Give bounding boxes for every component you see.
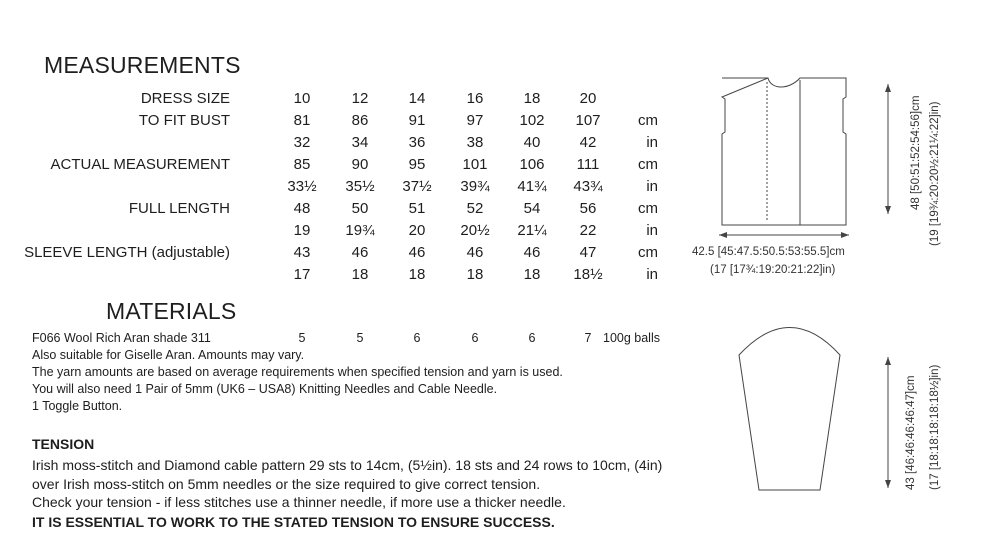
measurement-value: 95 <box>408 156 426 173</box>
measurement-value: 10 <box>293 90 311 107</box>
measurement-value: 47 <box>579 244 597 261</box>
measurement-unit: in <box>646 266 658 283</box>
sleeve-length-cm-label: 43 [46:46:46:46:47]cm <box>905 375 917 490</box>
body-diagram <box>719 78 888 235</box>
measurement-value: 20 <box>579 90 597 107</box>
measurement-value: 48 <box>293 200 311 217</box>
measurement-unit: cm <box>638 156 658 173</box>
measurement-value: 107 <box>575 112 601 129</box>
measurement-unit: in <box>646 134 658 151</box>
measurement-value: 81 <box>293 112 311 129</box>
arrow-head <box>885 84 891 92</box>
measurement-value: 33½ <box>287 178 317 195</box>
body-outline <box>722 78 846 225</box>
arrow-head <box>885 480 891 488</box>
body-length-in-label: (19 [19¾:20:20½:21¼:22]in) <box>929 101 941 246</box>
measurement-value: 34 <box>351 134 369 151</box>
measurement-value: 43¾ <box>573 178 603 195</box>
measurement-value: 56 <box>579 200 597 217</box>
measurement-value: 42 <box>579 134 597 151</box>
yarn-amount: 6 <box>528 331 536 345</box>
measurement-value: 39¾ <box>460 178 490 195</box>
materials-note: You will also need 1 Pair of 5mm (UK6 – USA8) Knitting Needles and Cable Needle. <box>32 382 498 396</box>
materials-note: 1 Toggle Button. <box>32 399 123 413</box>
measurement-value: 14 <box>408 90 426 107</box>
measurement-value: 18 <box>523 266 541 283</box>
tension-line: over Irish moss-stitch on 5mm needles or the size required to give correct tension. <box>32 475 541 492</box>
measurement-label: FULL LENGTH <box>128 200 230 217</box>
measurement-value: 50 <box>351 200 369 217</box>
measurement-value: 86 <box>351 112 369 129</box>
measurement-value: 37½ <box>402 178 432 195</box>
body-width-in-label: (17 [17¾:19:20:21:22]in) <box>710 264 836 276</box>
measurement-value: 46 <box>466 244 484 261</box>
measurement-value: 32 <box>293 134 311 151</box>
measurement-value: 102 <box>519 112 545 129</box>
measurement-value: 21¼ <box>517 222 547 239</box>
measurement-value: 35½ <box>345 178 375 195</box>
yarn-unit: 100g balls <box>603 331 660 345</box>
measurement-value: 22 <box>579 222 597 239</box>
measurement-value: 85 <box>293 156 311 173</box>
materials-note: The yarn amounts are based on average requirements when specified tension and yarn is used. <box>32 365 563 379</box>
measurement-unit: cm <box>638 112 658 129</box>
yarn-amount: 6 <box>471 331 479 345</box>
sleeve-outline <box>739 328 840 491</box>
measurement-value: 101 <box>462 156 488 173</box>
measurement-value: 19 <box>293 222 311 239</box>
measurement-value: 18 <box>466 266 484 283</box>
measurements-heading: MEASUREMENTS <box>44 52 241 78</box>
arrow-head <box>841 232 849 238</box>
sleeve-diagram <box>739 328 888 491</box>
yarn-amount: 6 <box>413 331 421 345</box>
measurement-value: 38 <box>466 134 484 151</box>
measurement-unit: cm <box>638 244 658 261</box>
measurement-value: 46 <box>351 244 369 261</box>
measurement-value: 36 <box>408 134 426 151</box>
measurement-label: TO FIT BUST <box>138 112 230 129</box>
measurement-unit: in <box>646 178 658 195</box>
yarn-label: F066 Wool Rich Aran shade 311 <box>32 331 211 345</box>
measurement-value: 12 <box>351 90 369 107</box>
measurement-label: SLEEVE LENGTH (adjustable) <box>24 244 230 261</box>
measurement-value: 111 <box>576 156 600 173</box>
measurement-value: 41¾ <box>517 178 547 195</box>
arrow-head <box>719 232 727 238</box>
measurement-value: 18½ <box>573 266 603 283</box>
tension-heading: TENSION <box>32 436 95 452</box>
tension-emphasis: IT IS ESSENTIAL TO WORK TO THE STATED TENSION TO ENSURE SUCCESS. <box>32 514 555 530</box>
measurement-value: 91 <box>408 112 426 129</box>
tension-line: Irish moss-stitch and Diamond cable pattern 29 sts to 14cm, (5½in). 18 sts and 24 rows to 10cm, (4in) <box>32 457 663 473</box>
measurement-unit: in <box>646 222 658 239</box>
measurement-value: 19¾ <box>345 222 375 239</box>
yarn-amount: 7 <box>584 331 592 345</box>
measurement-label: DRESS SIZE <box>140 90 230 107</box>
measurement-value: 51 <box>408 200 426 217</box>
arrow-head <box>885 206 891 214</box>
measurement-value: 52 <box>466 200 484 217</box>
measurement-value: 16 <box>466 90 484 107</box>
measurement-value: 90 <box>351 156 369 173</box>
measurement-value: 43 <box>293 244 311 261</box>
sleeve-length-in-label: (17 [18:18:18:18:18½]in) <box>929 364 941 490</box>
measurement-value: 54 <box>523 200 541 217</box>
measurement-value: 46 <box>408 244 426 261</box>
measurement-value: 18 <box>523 90 541 107</box>
materials-note: Also suitable for Giselle Aran. Amounts may vary. <box>32 348 305 362</box>
measurement-value: 18 <box>408 266 426 283</box>
arrow-head <box>885 357 891 365</box>
measurement-value: 97 <box>466 112 484 129</box>
measurement-value: 20 <box>408 222 426 239</box>
measurement-value: 40 <box>523 134 541 151</box>
tension-line: Check your tension - if less stitches use a thinner needle, if more use a thicker needle. <box>32 494 566 510</box>
materials-heading: MATERIALS <box>106 298 237 324</box>
body-length-cm-label: 48 [50:51:52:54:56]cm <box>910 95 922 210</box>
measurement-value: 106 <box>519 156 545 173</box>
measurement-unit: cm <box>638 200 658 217</box>
measurement-value: 46 <box>523 244 541 261</box>
measurement-value: 18 <box>351 266 369 283</box>
body-width-cm-label: 42.5 [45:47.5:50.5:53:55.5]cm <box>692 246 845 258</box>
measurement-value: 20½ <box>460 222 490 239</box>
measurement-label: ACTUAL MEASUREMENT <box>50 156 230 173</box>
yarn-amount: 5 <box>356 331 364 345</box>
measurement-value: 17 <box>293 266 311 283</box>
yarn-amount: 5 <box>298 331 306 345</box>
